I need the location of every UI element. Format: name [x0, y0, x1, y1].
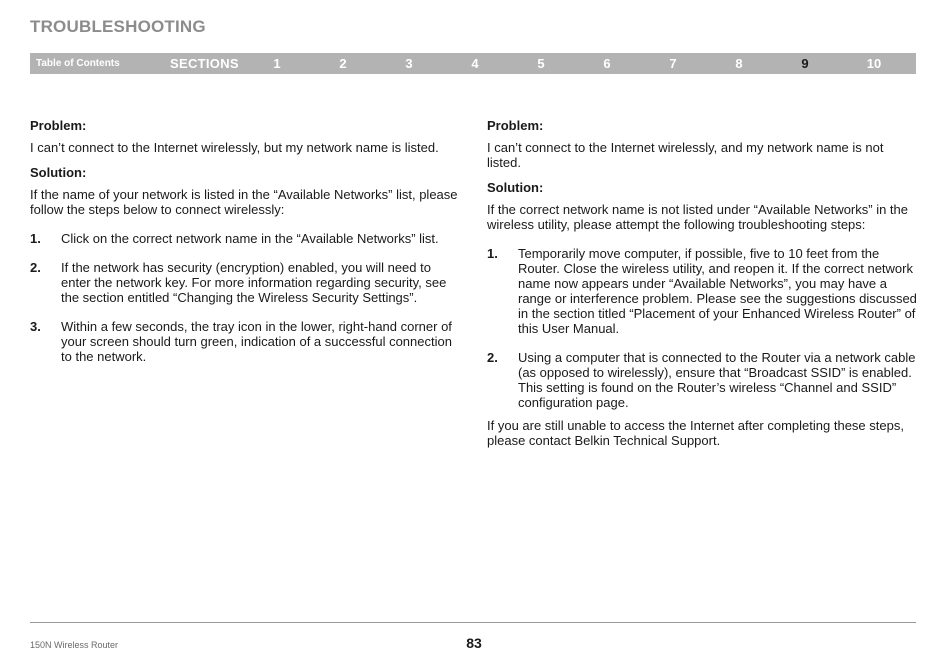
list-item — [487, 246, 919, 336]
section-link-5[interactable]: 5 — [537, 56, 545, 71]
solution-label: Solution: — [30, 165, 87, 180]
section-link-3[interactable]: 3 — [405, 56, 413, 71]
page-title: TROUBLESHOOTING — [30, 17, 206, 36]
table-of-contents-link[interactable]: Table of Contents — [36, 58, 120, 69]
steps-list — [487, 246, 919, 410]
section-link-6[interactable]: 6 — [603, 56, 611, 71]
page-number: 83 — [466, 635, 482, 651]
step-text: Click on the correct network name in the “Available Networks” list. — [61, 231, 439, 246]
section-link-7[interactable]: 7 — [669, 56, 677, 71]
footer-divider — [30, 622, 916, 623]
step-text: Using a computer that is connected to the Router via a network cable (as opposed to wirelessly), ensure that “Broadcast SSID” is enabled. This setting is found on the Router’s wireless “Channel and SSID” configuration page. — [518, 350, 916, 410]
step-text: Temporarily move computer, if possible, five to 10 feet from the Router. Close the wireless utility, and reopen it. If the correct network name now appears under “Available Networks”, you may have a range or interference problem. Please see the suggestions discussed in the section titled “Placement of your Enhanced Wireless Router” of this User Manual. — [518, 246, 917, 336]
closing-text: If you are still unable to access the Internet after completing these steps, please contact Belkin Technical Support. — [487, 418, 904, 448]
step-number: 1. — [487, 246, 498, 261]
section-link-9-active[interactable]: 9 — [801, 56, 809, 71]
step-number: 3. — [30, 319, 41, 334]
list-item — [30, 260, 462, 305]
solution-label: Solution: — [487, 180, 544, 195]
step-text: If the network has security (encryption) enabled, you will need to enter the network key. For more information regarding security, see the section entitled “Changing the Wireless Security Settings”. — [61, 260, 447, 305]
problem-label: Problem: — [487, 118, 544, 133]
section-navigation-bar — [30, 53, 916, 74]
step-text: Within a few seconds, the tray icon in the lower, right-hand corner of your screen should turn green, indication of a successful connection to the network. — [61, 319, 452, 364]
section-link-10[interactable]: 10 — [866, 56, 882, 71]
list-item — [30, 319, 462, 364]
section-link-8[interactable]: 8 — [735, 56, 743, 71]
step-number: 2. — [30, 260, 41, 275]
problem-label: Problem: — [30, 118, 87, 133]
right-column — [487, 118, 919, 448]
step-number: 2. — [487, 350, 498, 365]
solution-intro: If the name of your network is listed in the “Available Networks” list, please follow the steps below to connect wirelessly: — [30, 187, 458, 217]
step-number: 1. — [30, 231, 41, 246]
solution-intro: If the correct network name is not listed under “Available Networks” in the wireless utility, please attempt the following troubleshooting steps: — [487, 202, 909, 232]
list-item — [30, 231, 462, 246]
steps-list — [30, 231, 462, 364]
section-link-1[interactable]: 1 — [273, 56, 281, 71]
footer-product-name: 150N Wireless Router — [30, 640, 119, 650]
list-item — [487, 350, 919, 410]
left-column — [30, 118, 462, 378]
section-link-4[interactable]: 4 — [471, 56, 479, 71]
problem-text: I can’t connect to the Internet wirelessly, but my network name is listed. — [30, 140, 439, 155]
section-link-2[interactable]: 2 — [339, 56, 347, 71]
problem-text: I can’t connect to the Internet wirelessly, and my network name is not listed. — [487, 140, 884, 170]
sections-label: SECTIONS — [170, 56, 239, 71]
